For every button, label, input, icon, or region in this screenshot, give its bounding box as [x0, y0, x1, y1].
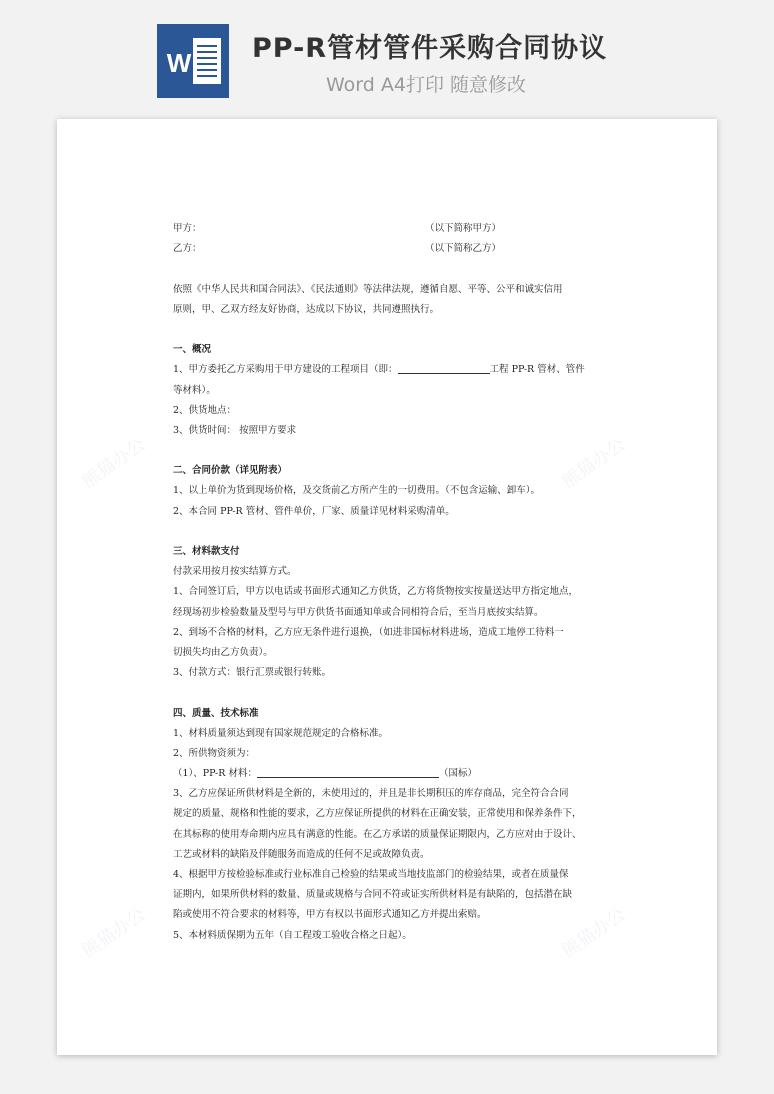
- page-subtitle: Word A4打印 随意修改: [326, 74, 527, 96]
- clause-line: 3、付款方式：银行汇票或银行转账。: [173, 667, 332, 679]
- clause-line: 证期内，如果所供材料的数量、质量或规格与合同不符或证实所供材料是有缺陷的，包括潜在缺: [173, 889, 573, 901]
- clause-text: 工程 PP-R 管材、管件: [489, 364, 585, 376]
- clause-line: 5、本材料质保期为五年（自工程竣工验收合格之日起）。: [173, 929, 412, 941]
- page-header: [0, 0, 774, 110]
- clause-line: 工艺或材料的缺陷及伴随服务而造成的任何不足或故障负责。: [173, 848, 430, 860]
- clause-line: [173, 360, 603, 380]
- document-page: [57, 119, 717, 1055]
- watermark: 熊猫办公: [558, 433, 630, 493]
- section-title: 三、材料款支付: [173, 546, 240, 557]
- clause-line: 付款采用按月按实结算方式。: [173, 566, 297, 578]
- fill-blank: [257, 765, 439, 778]
- clause-line: 在其标称的使用寿命期内应具有满意的性能。在乙方承诺的质量保证期限内，乙方应对由于设计、: [173, 828, 582, 840]
- section-title: 一、概况: [173, 344, 212, 356]
- clause-line: 经现场初步检验数量及型号与甲方供货书面通知单或合同相符合后，至当月底按实结算。: [173, 606, 544, 618]
- section-title: 二、合同价款（详见附表）: [173, 465, 288, 477]
- party-a-note: （以下简称甲方）: [425, 223, 502, 234]
- party-a-line: [173, 219, 603, 239]
- clause-line: 2、到场不合格的材料，乙方应无条件进行退换，（如进非国标材料进场，造成工地停工待料一: [173, 626, 564, 638]
- clause-line: 切损失均由乙方负责）。: [173, 646, 273, 658]
- clause-line: 2、所供物资须为：: [173, 747, 256, 759]
- clause-line: 1、合同签订后，甲方以电话或书面形式通知乙方供货，乙方将货物按实按量送达甲方指定地点，: [173, 586, 579, 598]
- clause-line: 1、材料质量须达到现有国家规范规定的合格标准。: [173, 727, 389, 739]
- party-a-label: 甲方：: [173, 223, 202, 234]
- clause-text: （国标）: [438, 768, 477, 780]
- clause-line: 3、供货时间： 按照甲方要求: [173, 424, 297, 436]
- party-b-note: （以下简称乙方）: [425, 243, 502, 255]
- clause-line: 4、根据甲方按检验标准或行业标准自己检验的结果或当地技监部门的检验结果，或者在质量保: [173, 869, 569, 880]
- clause-line: 规定的质量、规格和性能的要求，乙方应保证所提供的材料在正确安装，正常使用和保养条件下，: [173, 808, 582, 820]
- logo-letter: W: [166, 48, 192, 78]
- clause-text: 1、甲方委托乙方采购用于甲方建设的工程项目（即：: [173, 364, 398, 376]
- page-title: PP-R管材管件采购合同协议: [252, 33, 608, 64]
- clause-line: 陷或使用不符合要求的材料等，甲方有权以书面形式通知乙方并提出索赔。: [173, 909, 487, 921]
- intro-line: 依照《中华人民共和国合同法》、《民法通则》等法律法规，遵循自愿、平等、公平和诚实信用: [173, 283, 563, 295]
- clause-text: （1）、PP-R 材料：: [173, 768, 257, 780]
- clause-line: 1、以上单价为货到现场价格，及交货前乙方所产生的一切费用。（不包含运输、卸车）。: [173, 485, 541, 497]
- fill-blank: [398, 361, 490, 374]
- watermark: 熊猫办公: [78, 903, 150, 963]
- watermark: 熊猫办公: [78, 433, 150, 493]
- party-b-line: [173, 239, 603, 259]
- clause-line: 3、乙方应保证所供材料是全新的，未使用过的，并且是非长期积压的库存商品，完全符合合同: [173, 788, 569, 800]
- word-doc-icon: [157, 24, 229, 98]
- contract-body: [173, 219, 603, 946]
- intro-line: 原则，甲、乙双方经友好协商，达成以下协议，共同遵照执行。: [173, 303, 440, 315]
- clause-line: [173, 764, 603, 784]
- section-title: 四、质量、技术标准: [173, 707, 259, 719]
- watermark: 熊猫办公: [558, 903, 630, 963]
- party-b-label: 乙方：: [173, 243, 202, 255]
- clause-line: 2、供货地点：: [173, 404, 237, 416]
- clause-line: 2、本合同 PP-R 管材、管件单价，厂家、质量详见材料采购清单。: [173, 505, 455, 517]
- clause-line: 等材料）。: [173, 384, 216, 396]
